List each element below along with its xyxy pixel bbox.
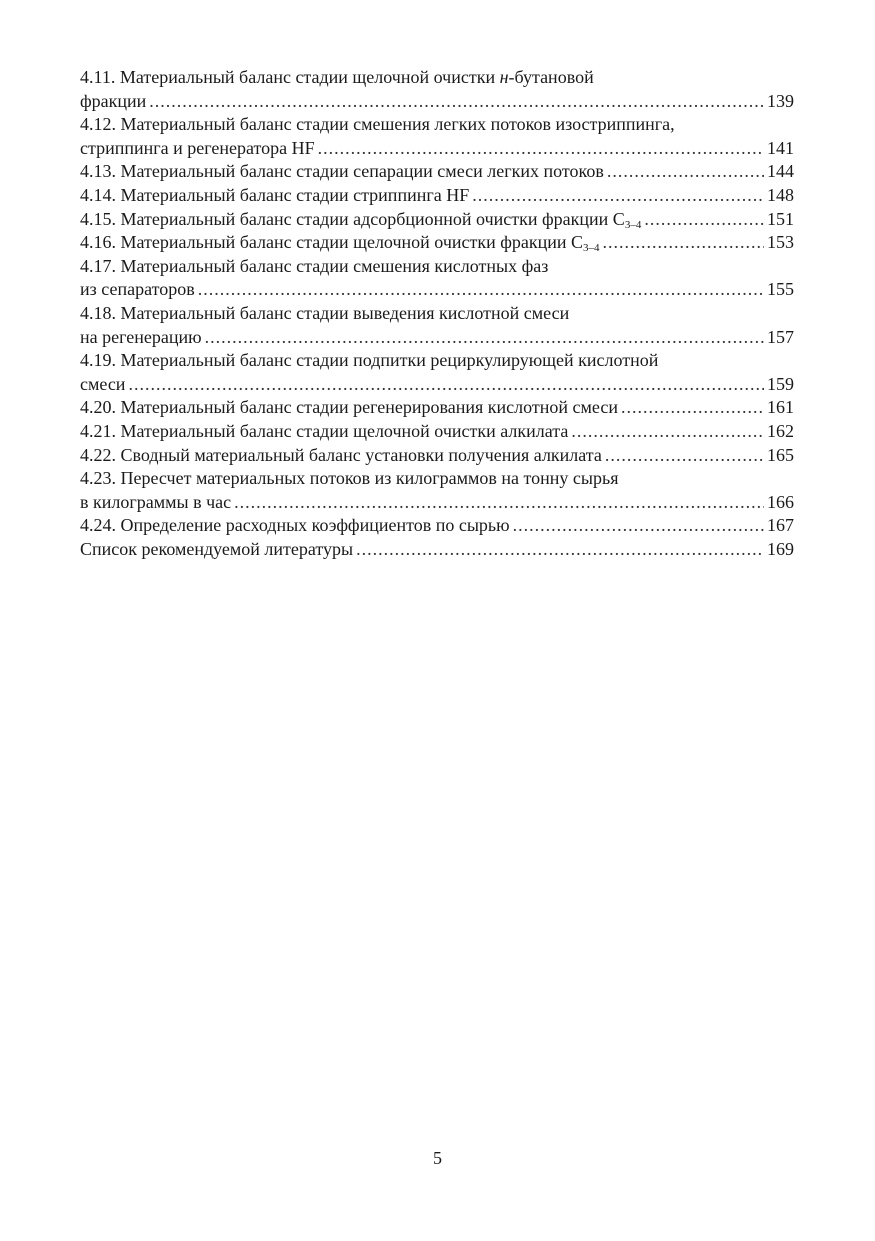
toc-entry-4-18[interactable] [80, 302, 794, 349]
dot-leader [603, 231, 764, 255]
toc-page-number: 139 [767, 90, 794, 111]
toc-page-number: 155 [767, 279, 794, 300]
toc-entry-text: в килограммы в час [80, 491, 232, 512]
toc-entry-text: из сепараторов [80, 279, 195, 300]
toc-entry-text-wrap [80, 208, 641, 232]
toc-entry-text: 4.24. Определение расходных коэффициентов по сырью [80, 515, 510, 536]
toc-entry-subscript: 3–4 [583, 242, 600, 255]
dot-leader [318, 137, 764, 161]
toc-entry-4-16[interactable] [80, 231, 794, 255]
dot-leader [149, 90, 764, 114]
toc-entry-bibliography[interactable] [80, 538, 794, 562]
toc-entry-4-22[interactable] [80, 444, 794, 468]
toc-entry-4-24[interactable] [80, 514, 794, 538]
toc-page-number: 141 [767, 137, 794, 158]
toc-entry-text: 4.16. Материальный баланс стадии щелочной очистки фракции С [80, 232, 584, 253]
toc-entry-4-21[interactable] [80, 420, 794, 444]
toc-page-number: 151 [767, 208, 794, 229]
toc-entry-text: 4.14. Материальный баланс стадии стриппинга HF [80, 184, 470, 205]
toc-entry-leader-line [80, 491, 794, 515]
toc-page-number: 159 [767, 373, 794, 394]
toc-entry-text: стриппинга и регенератора HF [80, 137, 315, 158]
toc-entry-text: 4.12. Материальный баланс стадии смешения легких потоков изостриппинга, [80, 114, 675, 135]
table-of-contents [80, 66, 794, 561]
toc-page-number: 166 [767, 491, 794, 512]
toc-entry-text: 4.23. Пересчет материальных потоков из килограммов на тонну сырья [80, 468, 619, 489]
toc-entry-4-11[interactable] [80, 66, 794, 113]
toc-entry-italic: н [499, 67, 509, 87]
toc-entry-4-19[interactable] [80, 349, 794, 396]
toc-entry-text: смеси [80, 373, 126, 394]
toc-entry-leader-line [80, 278, 794, 302]
dot-leader [513, 514, 764, 538]
dot-leader [234, 491, 764, 515]
toc-entry-text: 4.22. Сводный материальный баланс установки получения алкилата [80, 444, 602, 465]
toc-entry-text: 4.20. Материальный баланс стадии регенерирования кислотной смеси [80, 397, 618, 418]
dot-leader [472, 184, 764, 208]
toc-entry-text: 4.15. Материальный баланс стадии адсорбционной очистки фракции С [80, 208, 625, 229]
toc-entry-leader-line [80, 326, 794, 350]
toc-page-number: 167 [767, 515, 794, 536]
toc-entry-text: фракции [80, 90, 147, 111]
toc-page-number: 161 [767, 397, 794, 418]
toc-entry-leader-line [80, 90, 794, 114]
toc-entry-text: Список рекомендуемой литературы [80, 538, 354, 559]
dot-leader [356, 538, 764, 562]
dot-leader [571, 420, 764, 444]
toc-page-number: 144 [767, 161, 794, 182]
toc-entry-text: 4.19. Материальный баланс стадии подпитки рециркулирующей кислотной [80, 350, 659, 371]
toc-entry-text: 4.21. Материальный баланс стадии щелочной очистки алкилата [80, 420, 569, 441]
dot-leader [644, 208, 764, 232]
dot-leader [128, 373, 764, 397]
toc-entry-4-15[interactable] [80, 208, 794, 232]
toc-entry-leader-line [80, 137, 794, 161]
dot-leader [607, 160, 764, 184]
page-number: 5 [433, 1148, 442, 1168]
toc-entry-text: 4.18. Материальный баланс стадии выведения кислотной смеси [80, 302, 570, 323]
toc-entry-text-tail: -бутановой [508, 67, 594, 87]
dot-leader [198, 278, 764, 302]
toc-entry-text: на регенерацию [80, 326, 202, 347]
toc-entry-4-12[interactable] [80, 113, 794, 160]
toc-entry-subscript: 3–4 [624, 218, 642, 231]
dot-leader [621, 396, 764, 420]
toc-page-number: 148 [767, 184, 794, 205]
dot-leader [205, 326, 764, 350]
toc-page-number: 165 [767, 444, 794, 465]
toc-entry-4-23[interactable] [80, 467, 794, 514]
toc-entry-leader-line [80, 373, 794, 397]
toc-entry-text: 4.11. Материальный баланс стадии щелочной очистки [80, 67, 500, 87]
toc-page-number: 162 [767, 420, 794, 441]
toc-page-number: 169 [767, 538, 794, 559]
toc-entry-text: 4.17. Материальный баланс стадии смешения кислотных фаз [80, 255, 549, 276]
toc-entry-text-wrap [80, 231, 600, 255]
toc-entry-4-13[interactable] [80, 160, 794, 184]
toc-page-number: 153 [767, 232, 794, 253]
toc-entry-text: 4.13. Материальный баланс стадии сепарации смеси легких потоков [80, 161, 604, 182]
toc-page-number: 157 [767, 326, 794, 347]
dot-leader [605, 444, 764, 468]
toc-entry-first-line [80, 66, 794, 90]
toc-entry-4-17[interactable] [80, 255, 794, 302]
toc-entry-4-20[interactable] [80, 396, 794, 420]
toc-entry-4-14[interactable] [80, 184, 794, 208]
